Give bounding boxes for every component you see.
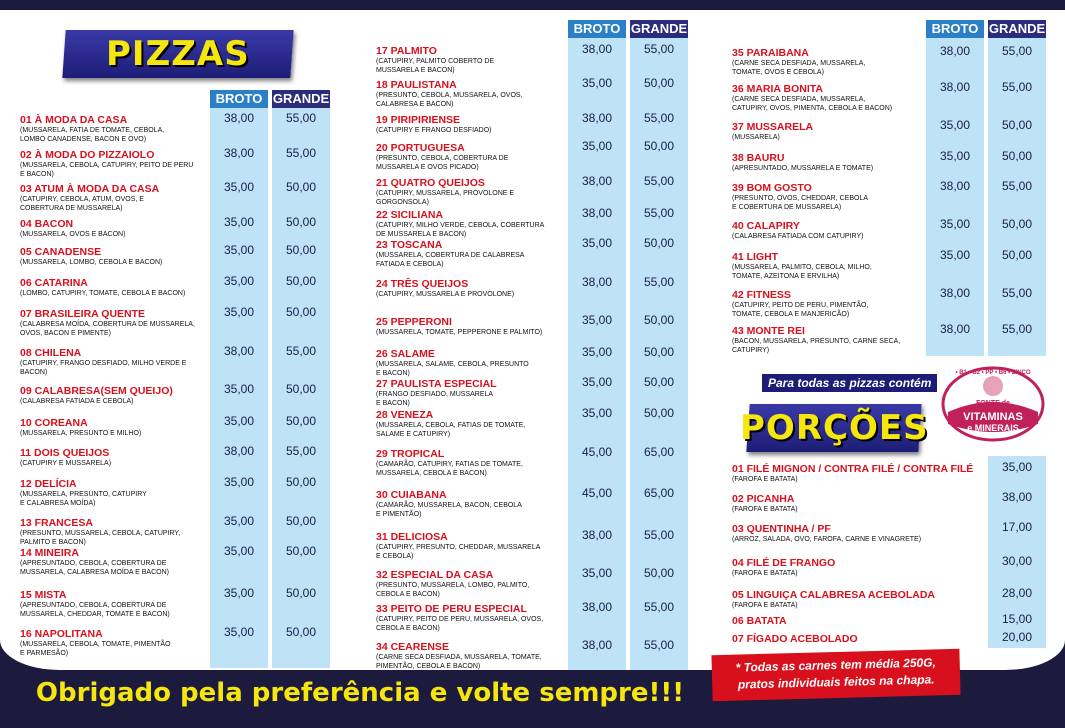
grande-price: 50,00 <box>643 375 675 389</box>
pizza-item <box>376 532 540 561</box>
disclaimer-box <box>711 649 960 701</box>
grande-price: 50,00 <box>285 180 317 194</box>
pizza-description: (CATUPIRY, MUSSARELA, PROVOLONE E GORGONSOLA) <box>376 190 515 206</box>
pizza-description: (CATUPIRY, PEITO DE PERU, PIMENTÃO, TOMATE, CEBOLA E MANJERICÃO) <box>732 302 869 318</box>
porcao-name: 03 QUENTINHA / PF <box>732 523 831 535</box>
pizza-item <box>376 210 544 239</box>
grande-price: 65,00 <box>643 445 675 459</box>
pizza-name: 06 CATARINA <box>20 277 88 289</box>
pizza-name: 16 NAPOLITANA <box>20 628 103 640</box>
col2-broto-header: BROTO <box>568 20 626 38</box>
grande-price: 55,00 <box>643 206 675 220</box>
pizza-item <box>376 143 508 172</box>
col1-grande-header: GRANDE <box>272 91 330 106</box>
broto-price: 35,00 <box>939 149 971 163</box>
pizza-description: (CALABRESA FATIADA E CEBOLA) <box>20 398 134 405</box>
vitamins-note: Para todas as pizzas contém <box>762 374 937 392</box>
pizza-description: (CATUPIRY, PALMITO COBERTO DE MUSSARELA E BACON) <box>376 58 495 74</box>
broto-price: 38,00 <box>223 444 255 458</box>
broto-price: 38,00 <box>223 146 255 160</box>
pizzas-banner <box>62 30 293 78</box>
porcao-price: 38,00 <box>1001 490 1033 504</box>
pizza-description: (MUSSARELA, FATIA DE TOMATE, CEBOLA, LOMBO CANADENSE, BACON E OVO) <box>20 127 165 143</box>
pizza-item <box>376 570 529 599</box>
broto-price: 38,00 <box>939 286 971 300</box>
broto-price: 35,00 <box>939 118 971 132</box>
pizza-item <box>732 84 892 113</box>
pizza-description: (PRESUNTO, MUSSARELA, CEBOLA, CATUPIRY, PALMITO E BACON) <box>20 530 181 546</box>
pizza-description: (CATUPIRY, PEITO DE PERU, MUSSARELA, OVOS, CEBOLA E BACON) <box>376 616 544 632</box>
pizza-item <box>20 247 162 268</box>
broto-price: 35,00 <box>223 180 255 194</box>
broto-price: 35,00 <box>223 586 255 600</box>
broto-price: 35,00 <box>581 345 613 359</box>
porcao-name: 06 BATATA <box>732 615 787 627</box>
broto-price: 35,00 <box>223 382 255 396</box>
broto-price: 38,00 <box>939 80 971 94</box>
broto-price: 35,00 <box>939 217 971 231</box>
grande-price: 50,00 <box>643 313 675 327</box>
grande-price: 55,00 <box>285 146 317 160</box>
pizza-name: 21 QUATRO QUEIJOS <box>376 177 485 189</box>
broto-price: 35,00 <box>581 313 613 327</box>
broto-price: 35,00 <box>581 139 613 153</box>
grande-price: 55,00 <box>285 444 317 458</box>
grande-price: 55,00 <box>643 528 675 542</box>
broto-price: 35,00 <box>581 566 613 580</box>
grande-price: 50,00 <box>285 544 317 558</box>
pizza-name: 12 DELÍCIA <box>20 478 77 490</box>
broto-price: 38,00 <box>581 600 613 614</box>
porcao-description: (FAROFA E BATATA) <box>732 506 798 513</box>
pizza-description: (PRESUNTO, MUSSARELA, LOMBO, PALMITO, CEBOLA E BACON) <box>376 582 530 598</box>
pizzas-title: PIZZAS <box>106 34 250 74</box>
pizza-item <box>376 604 543 633</box>
footer-thanks: Obrigado pela preferência e volte sempre!!! <box>35 678 685 708</box>
pizza-item <box>20 309 195 338</box>
pizza-item <box>376 349 529 378</box>
pizza-description: (PRESUNTO, CEBOLA, COBERTURA DE MUSSARELA E OVOS PICADO) <box>376 155 509 171</box>
pizza-description: (CATUPIRY, MILHO VERDE, CEBOLA, COBERTURA DE MUSSARELA E BACON) <box>376 222 545 238</box>
pizza-description: (CARNE SECA DESFIADA, MUSSARELA, CATUPIRY, OVOS, PIMENTA, CEBOLA E BACON) <box>732 96 893 112</box>
pizza-name: 29 TROPICAL <box>376 448 445 460</box>
disclaimer-line2: pratos individuais feitos na chapa. <box>737 672 935 692</box>
grande-price: 50,00 <box>285 414 317 428</box>
pizza-item <box>20 418 141 439</box>
porcao-price: 20,00 <box>1001 630 1033 644</box>
grande-price: 50,00 <box>285 215 317 229</box>
pizza-name: 03 ATUM À MODA DA CASA <box>20 183 160 195</box>
porcoes-title: PORÇÕES <box>739 408 929 448</box>
pizza-description: (CATUPIRY, PRESUNTO, CHEDDAR, MUSSARELA E CEBOLA) <box>376 544 541 560</box>
pizza-description: (PRESUNTO, CEBOLA, MUSSARELA, OVOS, CALABRESA E BACON) <box>376 92 523 108</box>
pizza-item <box>732 122 813 143</box>
pizza-description: (APRESUNTADO, CEBOLA, COBERTURA DE MUSSARELA, CALABRESA MOÍDA E BACON) <box>20 560 169 576</box>
pizza-name: 26 SALAME <box>376 348 435 360</box>
pizza-name: 11 DOIS QUEIJOS <box>20 447 110 459</box>
broto-price: 38,00 <box>581 275 613 289</box>
pizza-description: (BACON, MUSSARELA, PRESUNTO, CARNE SECA, CATUPIRY) <box>732 338 901 354</box>
porcao-item <box>732 616 787 627</box>
grande-price: 55,00 <box>1001 322 1033 336</box>
porcao-price: 28,00 <box>1001 586 1033 600</box>
col2-grande-header: GRANDE <box>630 21 688 36</box>
pizza-name: 33 PEITO DE PERU ESPECIAL <box>376 603 527 615</box>
pizza-item <box>376 642 542 671</box>
pizza-item <box>20 629 171 658</box>
grande-price: 55,00 <box>643 174 675 188</box>
porcao-name: 02 PICANHA <box>732 493 795 505</box>
broto-price: 45,00 <box>581 486 613 500</box>
grande-price: 50,00 <box>1001 248 1033 262</box>
pizza-name: 09 CALABRESA(SEM QUEIJO) <box>20 385 173 397</box>
pizza-description: (MUSSARELA, TOMATE, PEPPERONE E PALMITO) <box>376 329 543 336</box>
pizza-item <box>20 590 170 619</box>
pizza-name: 39 BOM GOSTO <box>732 182 812 194</box>
pizza-description: (MUSSARELA, CEBOLA, CATUPIRY, PEITO DE PERU E BACON) <box>20 162 194 178</box>
pizza-name: 02 À MODA DO PIZZAIOLO <box>20 149 155 161</box>
grande-price: 50,00 <box>643 236 675 250</box>
pizza-item <box>732 183 868 212</box>
grande-price: 50,00 <box>643 345 675 359</box>
pizza-name: 37 MUSSARELA <box>732 121 814 133</box>
broto-price: 38,00 <box>581 638 613 652</box>
pizza-description: (FRANGO DESFIADO, MUSSARELA E BACON) <box>376 391 494 407</box>
pizza-description: (APRESUNTADO, CEBOLA, COBERTURA DE MUSSARELA, CHEDDAR, TOMATE E BACON) <box>20 602 170 618</box>
broto-price: 38,00 <box>223 344 255 358</box>
pizza-item <box>20 219 125 240</box>
pizza-item <box>376 410 525 439</box>
broto-price: 35,00 <box>223 274 255 288</box>
broto-price: 38,00 <box>939 44 971 58</box>
broto-price: 38,00 <box>581 111 613 125</box>
grande-price: 50,00 <box>643 139 675 153</box>
grande-price: 55,00 <box>285 344 317 358</box>
pizza-item <box>20 518 180 547</box>
pizza-item <box>20 115 164 144</box>
grande-price: 50,00 <box>285 274 317 288</box>
porcao-item <box>732 558 835 579</box>
pizza-name: 35 PARAIBANA <box>732 47 809 59</box>
pizza-description: (LOMBO, CATUPIRY, TOMATE, CEBOLA E BACON) <box>20 290 186 297</box>
broto-price: 35,00 <box>223 475 255 489</box>
pizza-name: 19 PIRIPIRIENSE <box>376 114 461 126</box>
broto-price: 38,00 <box>581 42 613 56</box>
pizza-name: 24 TRÊS QUEIJOS <box>376 278 469 290</box>
pizza-item <box>376 46 494 75</box>
pizza-description: (CATUPIRY E FRANGO DESFIADO) <box>376 127 492 134</box>
badge-brand: FONTE de <box>976 400 1010 407</box>
pizza-item <box>732 326 900 355</box>
pizza-description: (MUSSARELA, PRESUNTO E MILHO) <box>20 430 142 437</box>
porcao-price: 30,00 <box>1001 554 1033 568</box>
grande-price: 55,00 <box>643 42 675 56</box>
pizza-name: 28 VENEZA <box>376 409 434 421</box>
pizza-description: (APRESUNTADO, MUSSARELA E TOMATE) <box>732 165 874 172</box>
grande-price: 50,00 <box>1001 217 1033 231</box>
pizza-description: (CARNE SECA DESFIADA, MUSSARELA, TOMATE, PIMENTÃO, CEBOLA E BACON) <box>376 654 542 670</box>
pizza-description: (MUSSARELA, OVOS E BACON) <box>20 231 126 238</box>
broto-price: 35,00 <box>223 414 255 428</box>
grande-price: 50,00 <box>285 305 317 319</box>
pizza-item <box>20 184 159 213</box>
broto-price: 38,00 <box>939 322 971 336</box>
badge-vitamins-list: • B1 • B2 • PP • B6 • ZINCO <box>955 370 1031 376</box>
grande-price: 50,00 <box>1001 149 1033 163</box>
pizza-item <box>376 115 492 136</box>
pizza-item <box>376 240 524 269</box>
pizza-name: 34 CEARENSE <box>376 641 449 653</box>
porcao-name: 07 FÍGADO ACEBOLADO <box>732 633 858 645</box>
pizza-item <box>20 386 173 407</box>
grande-price: 50,00 <box>285 586 317 600</box>
col3-broto-header: BROTO <box>926 20 984 38</box>
pizza-name: 36 MARIA BONITA <box>732 83 824 95</box>
porcao-price: 17,00 <box>1001 520 1033 534</box>
pizza-name: 13 FRANCESA <box>20 517 93 529</box>
pizza-description: (CATUPIRY E MUSSARELA) <box>20 460 112 467</box>
pizza-item <box>376 490 522 519</box>
grande-price: 55,00 <box>1001 44 1033 58</box>
grande-price: 55,00 <box>1001 286 1033 300</box>
grande-price: 55,00 <box>1001 80 1033 94</box>
pizza-item <box>732 252 872 281</box>
porcao-price: 35,00 <box>1001 460 1033 474</box>
broto-price: 35,00 <box>223 544 255 558</box>
pizza-item <box>376 80 523 109</box>
broto-price: 38,00 <box>223 111 255 125</box>
pizza-name: 05 CANADENSE <box>20 246 102 258</box>
pizza-item <box>732 221 863 242</box>
pizza-item <box>20 348 186 377</box>
porcao-item <box>732 634 858 645</box>
pizza-item <box>732 153 873 174</box>
disclaimer-line1: * Todas as carnes tem média 250G, <box>735 655 937 675</box>
pizza-description: (CATUPIRY, FRANGO DESFIADO, MILHO VERDE E BACON) <box>20 360 187 376</box>
pizza-name: 07 BRASILEIRA QUENTE <box>20 308 146 320</box>
grande-price: 55,00 <box>1001 179 1033 193</box>
grande-price: 55,00 <box>285 111 317 125</box>
porcao-price: 15,00 <box>1001 612 1033 626</box>
porcao-description: (ARROZ, SALADA, OVO, FAROFA, CARNE E VINAGRETE) <box>732 536 922 543</box>
pizza-description: (CARNE SECA DESFIADA, MUSSARELA, TOMATE, OVOS E CEBOLA) <box>732 60 866 76</box>
pizza-name: 08 CHILENA <box>20 347 82 359</box>
pizza-item <box>20 278 185 299</box>
grande-price: 50,00 <box>285 243 317 257</box>
pizza-name: 43 MONTE REI <box>732 325 805 337</box>
vitamins-badge <box>938 362 1048 442</box>
pizza-name: 27 PAULISTA ESPECIAL <box>376 378 497 390</box>
pizza-name: 14 MINEIRA <box>20 547 79 559</box>
broto-price: 38,00 <box>581 206 613 220</box>
pizza-name: 23 TOSCANA <box>376 239 443 251</box>
pizza-item <box>376 317 542 338</box>
grande-price: 50,00 <box>285 514 317 528</box>
porcao-item <box>732 524 921 545</box>
grande-price: 55,00 <box>643 638 675 652</box>
pizza-description: (CALABRESA MOÍDA, COBERTURA DE MUSSARELA, OVOS, BACON E PIMENTE) <box>20 321 195 337</box>
pizza-name: 17 PALMITO <box>376 45 437 57</box>
badge-line1: VITAMINAS <box>963 411 1023 423</box>
grande-price: 50,00 <box>285 382 317 396</box>
pizza-name: 04 BACON <box>20 218 74 230</box>
pizza-name: 22 SICILIANA <box>376 209 444 221</box>
pizza-item <box>20 548 169 577</box>
porcao-item <box>732 494 798 515</box>
grande-price: 50,00 <box>643 566 675 580</box>
pizza-name: 01 À MODA DA CASA <box>20 114 128 126</box>
broto-price: 35,00 <box>223 625 255 639</box>
pizza-name: 10 COREANA <box>20 417 88 429</box>
pizza-description: (CAMARÃO, CATUPIRY, FATIAS DE TOMATE, MUSSARELA, CEBOLA E BACON) <box>376 461 523 477</box>
pizza-description: (MUSSARELA, CEBOLA, TOMATE, PIMENTÃO E PARMESÃO) <box>20 641 171 657</box>
pizza-description: (MUSSARELA, CEBOLA, FATIAS DE TOMATE, SALAME E CATUPIRY) <box>376 422 526 438</box>
pizza-name: 30 CUIABANA <box>376 489 447 501</box>
pizza-name: 42 FITNESS <box>732 289 791 301</box>
pizza-description: (MUSSARELA, SALAME, CEBOLA, PRESUNTO E BACON) <box>376 361 529 377</box>
grande-price: 55,00 <box>643 275 675 289</box>
broto-price: 35,00 <box>223 243 255 257</box>
pizza-description: (MUSSARELA, LOMBO, CEBOLA E BACON) <box>20 259 163 266</box>
porcao-name: 01 FILÉ MIGNON / CONTRA FILÉ / CONTRA FILÉ <box>732 463 974 475</box>
broto-price: 35,00 <box>223 514 255 528</box>
pizza-item <box>20 479 147 508</box>
pizza-item <box>376 279 514 300</box>
grande-price: 50,00 <box>1001 118 1033 132</box>
porcao-description: (FAROFA E BATATA) <box>732 602 798 609</box>
broto-price: 38,00 <box>581 174 613 188</box>
col3-grande-header: GRANDE <box>988 21 1046 36</box>
col1-broto-header: BROTO <box>210 90 268 108</box>
grande-price: 55,00 <box>643 600 675 614</box>
pizza-description: (MUSSARELA) <box>732 134 780 141</box>
grande-price: 50,00 <box>643 76 675 90</box>
broto-price: 35,00 <box>581 375 613 389</box>
porcao-description: (FAROFA E BATATA) <box>732 476 798 483</box>
porcao-name: 05 LINGUIÇA CALABRESA ACEBOLADA <box>732 589 936 601</box>
broto-price: 35,00 <box>939 248 971 262</box>
broto-price: 38,00 <box>939 179 971 193</box>
pizza-item <box>376 178 514 207</box>
pizza-item <box>20 150 193 179</box>
porcao-item <box>732 590 935 611</box>
pizza-description: (CAMARÃO, MUSSARELA, BACON, CEBOLA E PIMENTÃO) <box>376 502 522 518</box>
broto-price: 38,00 <box>581 528 613 542</box>
pizza-name: 31 DELICIOSA <box>376 531 448 543</box>
pizza-description: (MUSSARELA, COBERTURA DE CALABRESA FATIADA E CEBOLA) <box>376 252 525 268</box>
pizza-item <box>732 290 868 319</box>
broto-price: 45,00 <box>581 445 613 459</box>
broto-price: 35,00 <box>581 76 613 90</box>
pizza-name: 18 PAULISTANA <box>376 79 457 91</box>
pizza-name: 40 CALAPIRY <box>732 220 800 232</box>
pizza-item <box>20 448 111 469</box>
porcao-description: (FAROFA E BATATA) <box>732 570 798 577</box>
badge-line2: e MINERAIS <box>967 423 1019 433</box>
porcao-item <box>732 464 973 485</box>
grande-price: 55,00 <box>643 111 675 125</box>
pizza-description: (CATUPIRY, CEBOLA, ATUM, OVOS, E COBERTURA DE MUSSARELA) <box>20 196 144 212</box>
broto-price: 35,00 <box>581 406 613 420</box>
pizza-item <box>376 379 497 408</box>
pizza-name: 32 ESPECIAL DA CASA <box>376 569 494 581</box>
broto-price: 35,00 <box>223 305 255 319</box>
pizza-name: 25 PEPPERONI <box>376 316 452 328</box>
pizza-name: 38 BAURU <box>732 152 785 164</box>
grande-price: 65,00 <box>643 486 675 500</box>
broto-price: 35,00 <box>581 236 613 250</box>
pizza-name: 41 LIGHT <box>732 251 779 263</box>
grande-price: 50,00 <box>285 475 317 489</box>
pizza-description: (CATUPIRY, MUSSARELA E PROVOLONE) <box>376 291 515 298</box>
grande-price: 50,00 <box>285 625 317 639</box>
pizza-item <box>376 449 523 478</box>
pizza-description: (CALABRESA FATIADA COM CATUPIRY) <box>732 233 864 240</box>
pizza-name: 15 MISTA <box>20 589 67 601</box>
broto-price: 35,00 <box>223 215 255 229</box>
pizza-description: (PRESUNTO, OVOS, CHEDDAR, CEBOLA E COBERTURA DE MUSSARELA) <box>732 195 869 211</box>
pizza-item <box>732 48 865 77</box>
porcoes-banner <box>739 404 929 452</box>
pizza-description: (MUSSARELA, PRESUNTO, CATUPIRY E CALABRESA MOÍDA) <box>20 491 147 507</box>
pizza-description: (MUSSARELA, PALMITO, CEBOLA, MILHO, TOMATE, AZEITONA E ERVILHA) <box>732 264 872 280</box>
porcao-name: 04 FILÉ DE FRANGO <box>732 557 836 569</box>
grande-price: 50,00 <box>643 406 675 420</box>
pizza-name: 20 PORTUGUESA <box>376 142 465 154</box>
